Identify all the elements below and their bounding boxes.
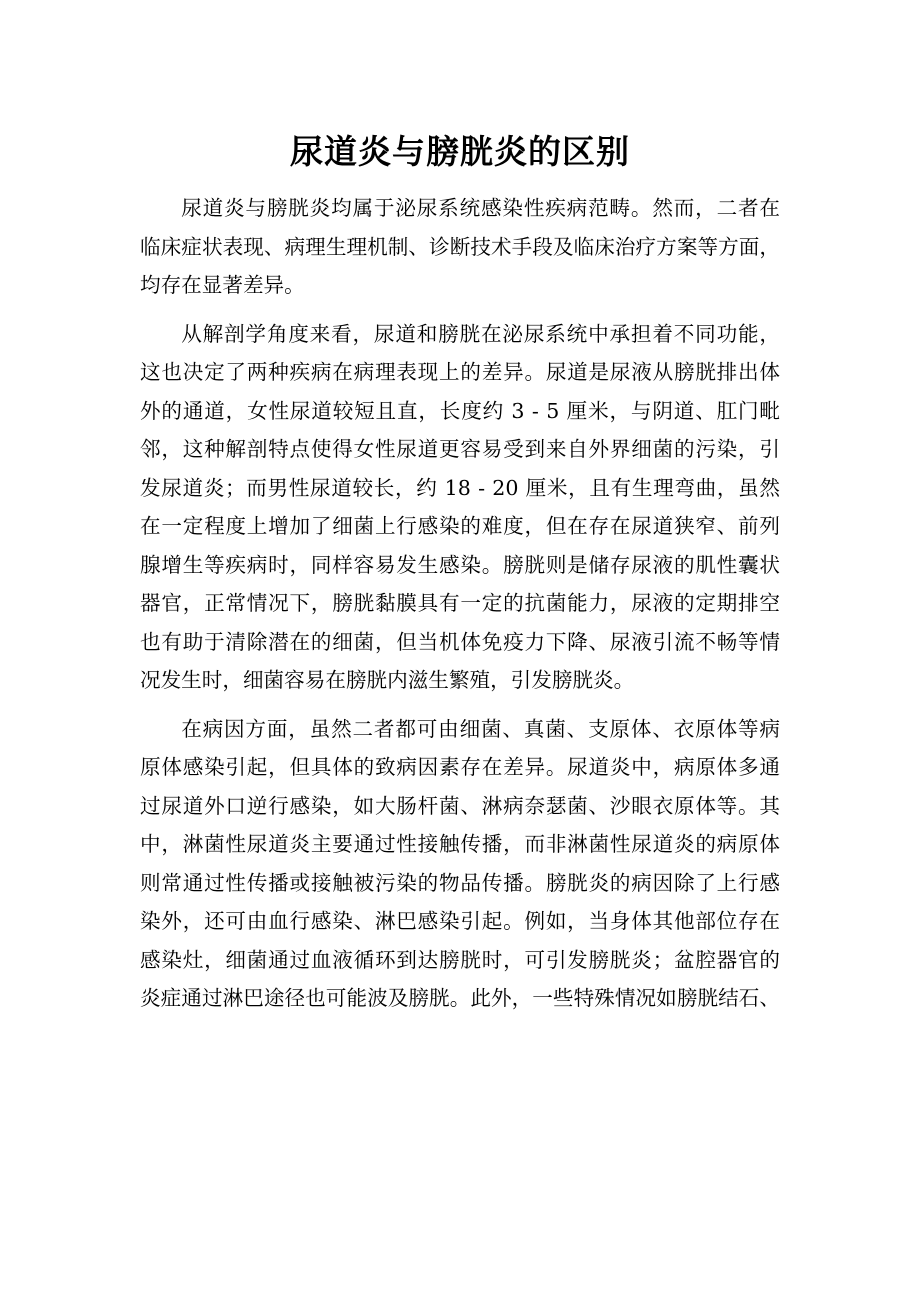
document-body — [140, 189, 780, 1028]
paragraph-line: 则常通过性传播或接触被污染的物品传播。膀胱炎的病因除了上行感 — [140, 870, 780, 895]
paragraph-line: 过尿道外口逆行感染，如大肠杆菌、淋病奈瑟菌、沙眼衣原体等。其 — [140, 793, 780, 818]
paragraph-2 — [140, 315, 780, 700]
paragraph-line: 均存在显著差异。 — [140, 273, 305, 297]
paragraph-line: 在一定程度上增加了细菌上行感染的难度，但在存在尿道狭窄、前列 — [140, 514, 780, 538]
paragraph-line: 腺增生等疾病时，同样容易发生感染。膀胱则是储存尿液的肌性囊状 — [140, 552, 780, 577]
paragraph-line: 发尿道炎；而男性尿道较长，约 18 - 20 厘米，且有生理弯曲，虽然 — [140, 475, 780, 500]
document-title: 尿道炎与膀胱炎的区别 — [290, 132, 630, 171]
paragraph-1 — [140, 189, 780, 305]
paragraph-line: 在病因方面，虽然二者都可由细菌、真菌、支原体、衣原体等病 — [181, 716, 780, 741]
paragraph-line: 中，淋菌性尿道炎主要通过性接触传播，而非淋菌性尿道炎的病原体 — [140, 832, 780, 856]
paragraph-line: 临床症状表现、病理生理机制、诊断技术手段及临床治疗方案等方面， — [140, 234, 780, 259]
paragraph-line: 感染灶，细菌通过血液循环到达膀胱时，可引发膀胱炎；盆腔器官的 — [140, 947, 780, 972]
paragraph-line: 况发生时，细菌容易在膀胱内滋生繁殖，引发膀胱炎。 — [140, 668, 635, 692]
paragraph-line: 从解剖学角度来看，尿道和膀胱在泌尿系统中承担着不同功能， — [181, 321, 780, 346]
paragraph-line: 染外，还可由血行感染、淋巴感染引起。例如，当身体其他部位存在 — [140, 909, 780, 933]
paragraph-line: 也有助于清除潜在的细菌，但当机体免疫力下降、尿液引流不畅等情 — [140, 629, 780, 654]
paragraph-line: 这也决定了两种疾病在病理表现上的差异。尿道是尿液从膀胱排出体 — [140, 360, 780, 384]
paragraph-line: 炎症通过淋巴途径也可能波及膀胱。此外，一些特殊情况如膀胱结石、 — [140, 986, 780, 1010]
paragraph-line: 尿道炎与膀胱炎均属于泌尿系统感染性疾病范畴。然而，二者在 — [181, 196, 780, 220]
paragraph-line: 原体感染引起，但具体的致病因素存在差异。尿道炎中，病原体多通 — [140, 755, 780, 779]
paragraph-line: 器官，正常情况下，膀胱黏膜具有一定的抗菌能力，尿液的定期排空 — [140, 591, 780, 615]
paragraph-line: 邻，这种解剖特点使得女性尿道更容易受到来自外界细菌的污染，引 — [140, 437, 780, 461]
paragraph-line: 外的通道，女性尿道较短且直，长度约 3 - 5 厘米，与阴道、肛门毗 — [140, 398, 780, 423]
paragraph-3 — [140, 710, 780, 1018]
